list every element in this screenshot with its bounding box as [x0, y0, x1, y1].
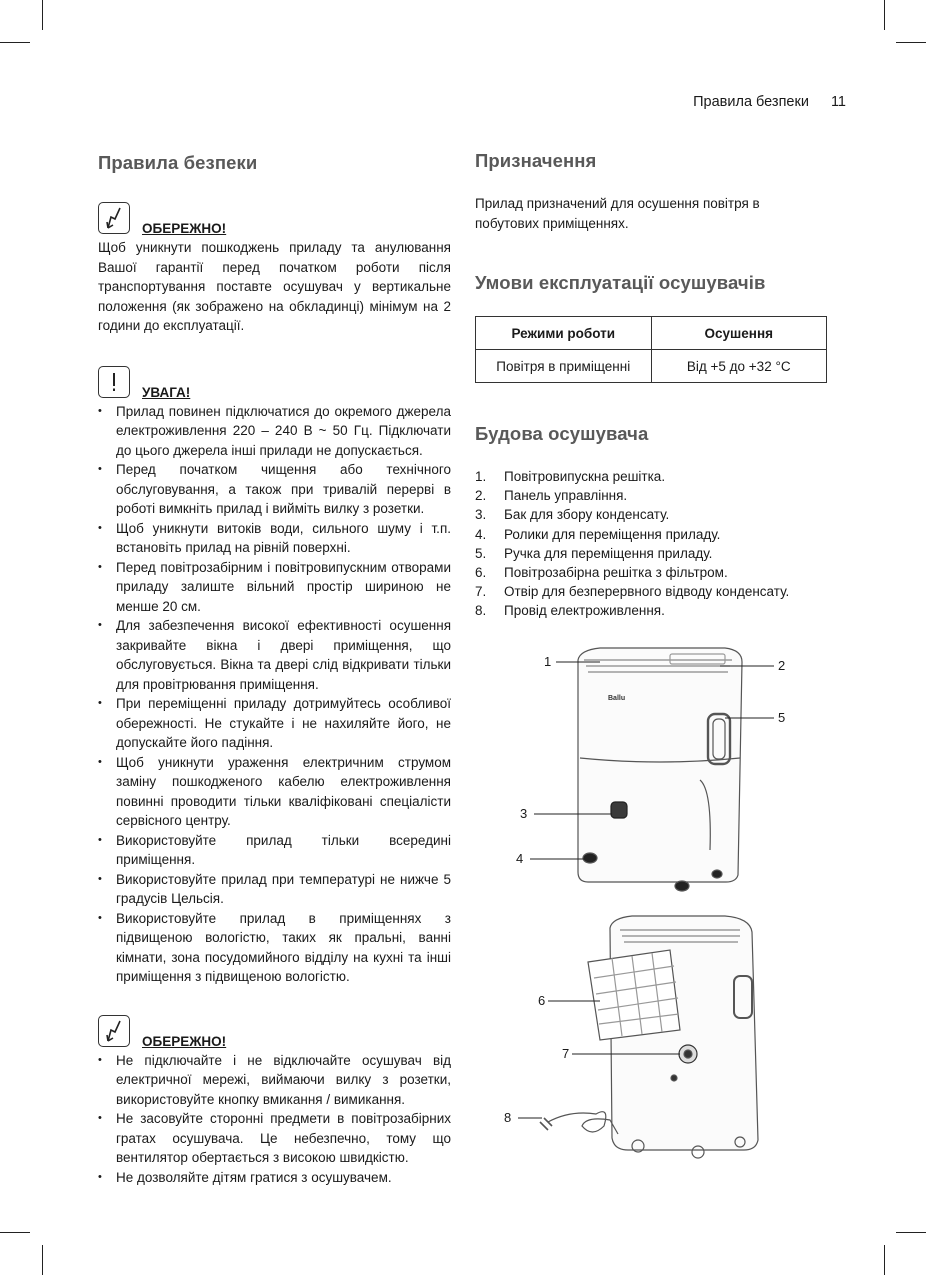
- callout-label: 4: [516, 851, 524, 866]
- table-header-cell: Режими роботи: [476, 317, 652, 350]
- right-column: [475, 150, 827, 621]
- purpose-text: Прилад призначений для осушення повітря в побутових приміщеннях.: [475, 196, 760, 231]
- list-item: • Не засовуйте сторонні предмети в повітрозабірних гратах осушувача. Це небезпечно, тому що вентилятор обертається з високою швидкістю.: [98, 1109, 451, 1168]
- list-item: 8. Провід електроживлення.: [475, 603, 665, 619]
- section-title-purpose: Призначення: [475, 150, 597, 171]
- notice-attention-header: [98, 362, 451, 398]
- list-item: • Перед повітрозабірним і повітровипускним отворами приладу залиште вільний простір шириною не менше 20 см.: [98, 558, 451, 617]
- callout-label: 3: [520, 806, 528, 821]
- table-cell: Повітря в приміщенні: [476, 350, 652, 383]
- callout-label: 6: [538, 993, 546, 1008]
- exclamation-icon: [98, 366, 130, 398]
- electric-hazard-icon: [98, 1015, 130, 1047]
- table-header-cell: Осушення: [651, 317, 827, 350]
- table-cell: Від +5 до +32 °С: [651, 350, 827, 383]
- list-item: 3. Бак для збору конденсату.: [475, 507, 670, 523]
- table-row: [476, 350, 827, 383]
- list-item: • Не дозволяйте дітям гратися з осушувачем.: [98, 1168, 451, 1188]
- callout-label: 1: [544, 654, 552, 669]
- notice-attention-title: УВАГА!: [142, 384, 191, 400]
- crop-mark: [884, 1245, 885, 1275]
- dehumidifier-diagram: [500, 630, 820, 1170]
- list-item: 1. Повітровипускна решітка.: [475, 469, 666, 484]
- left-column: [98, 150, 451, 1187]
- electric-hazard-icon: [98, 202, 130, 234]
- list-item: 7. Отвір для безперервного відводу конденсату.: [475, 584, 790, 600]
- crop-mark: [42, 0, 43, 30]
- crop-mark: [884, 0, 885, 30]
- conditions-table: [475, 316, 827, 383]
- section-title-conditions: Умови експлуатації осушувачів: [475, 272, 766, 293]
- crop-mark: [896, 1232, 926, 1233]
- notice-caution-1-header: [98, 198, 451, 234]
- crop-mark: [0, 42, 30, 43]
- crop-mark: [896, 42, 926, 43]
- callout-label: 8: [504, 1110, 512, 1125]
- page-number: 11: [830, 94, 846, 110]
- crop-mark: [0, 1232, 30, 1233]
- parts-list: [475, 467, 827, 621]
- list-item: • Прилад повинен підключатися до окремого джерела електроживлення 220 – 240 В ~ 50 Гц. Підключати до цього джерела інші прилади не допускається.: [98, 402, 451, 461]
- list-item: • Щоб уникнути ураження електричним струмом заміну пошкодженого кабелю електроживлення повинні проводити тільки кваліфіковані спеціалісти сервісного центру.: [98, 753, 451, 831]
- list-item: • При переміщенні приладу дотримуйтесь особливої обережності. Не стукайте і не нахиляйте його, не допускайте його падіння.: [98, 694, 451, 753]
- table-header-row: [476, 317, 827, 350]
- callout-label: 7: [562, 1046, 570, 1061]
- list-item: • Використовуйте прилад в приміщеннях з підвищеною вологістю, таких як пральні, ванні кімнати, зона посудомийного відділу на кухні та інші приміщення з підвищеною вологістю.: [98, 909, 451, 987]
- notice-caution-1-title: ОБЕРЕЖНО!: [142, 221, 227, 236]
- crop-mark: [42, 1245, 43, 1275]
- attention-list: [98, 402, 451, 987]
- caution-list: [98, 1051, 451, 1188]
- notice-caution-2-header: [98, 1011, 451, 1047]
- list-item: • Щоб уникнути витоків води, сильного шуму і т.п. встановіть прилад на рівній поверхні.: [98, 519, 451, 558]
- list-item: 6. Повітрозабірна решітка з фільтром.: [475, 565, 728, 581]
- callout-label: 5: [778, 710, 786, 725]
- section-title-construction: Будова осушувача: [475, 423, 649, 444]
- dehumidifier-illustration: [500, 630, 820, 1170]
- section-title-safety: Правила безпеки: [98, 152, 258, 173]
- brand-logo: Ballu: [608, 695, 626, 702]
- notice-caution-2-title: ОБЕРЕЖНО!: [142, 1033, 227, 1049]
- running-header-title: Правила безпеки: [693, 94, 809, 110]
- list-item: 4. Ролики для переміщення приладу.: [475, 526, 721, 542]
- list-item: • Не підключайте і не відключайте осушувач від електричної мережі, виймаючи вилку з розетки, використовуйте кнопку вмикання / вимикання.: [98, 1051, 451, 1110]
- running-header: [693, 94, 846, 110]
- list-item: 2. Панель управління.: [475, 488, 628, 504]
- list-item: • Перед початком чищення або технічного обслуговування, а також при тривалій перерві в роботі вимкніть прилад і вийміть вилку з розетки.: [98, 460, 451, 519]
- list-item: • Для забезпечення високої ефективності осушення закривайте вікна і двері приміщення, що обслуговується. Вікна та двері слід відкривати тільки для провітрювання приміщення.: [98, 616, 451, 694]
- callout-label: 2: [778, 658, 786, 673]
- list-item: 5. Ручка для переміщення приладу.: [475, 545, 713, 561]
- list-item: • Використовуйте прилад тільки всередині приміщення.: [98, 831, 451, 870]
- list-item: • Використовуйте прилад при температурі не нижче 5 градусів Цельсія.: [98, 870, 451, 909]
- notice-caution-1-text: Щоб уникнути пошкоджень приладу та анулювання Вашої гарантії перед початком роботи після транспортування поставте осушувач у вертикальне положення (як зображено на обкладинці) мінімум на 2 години до експлуатації.: [98, 240, 451, 333]
